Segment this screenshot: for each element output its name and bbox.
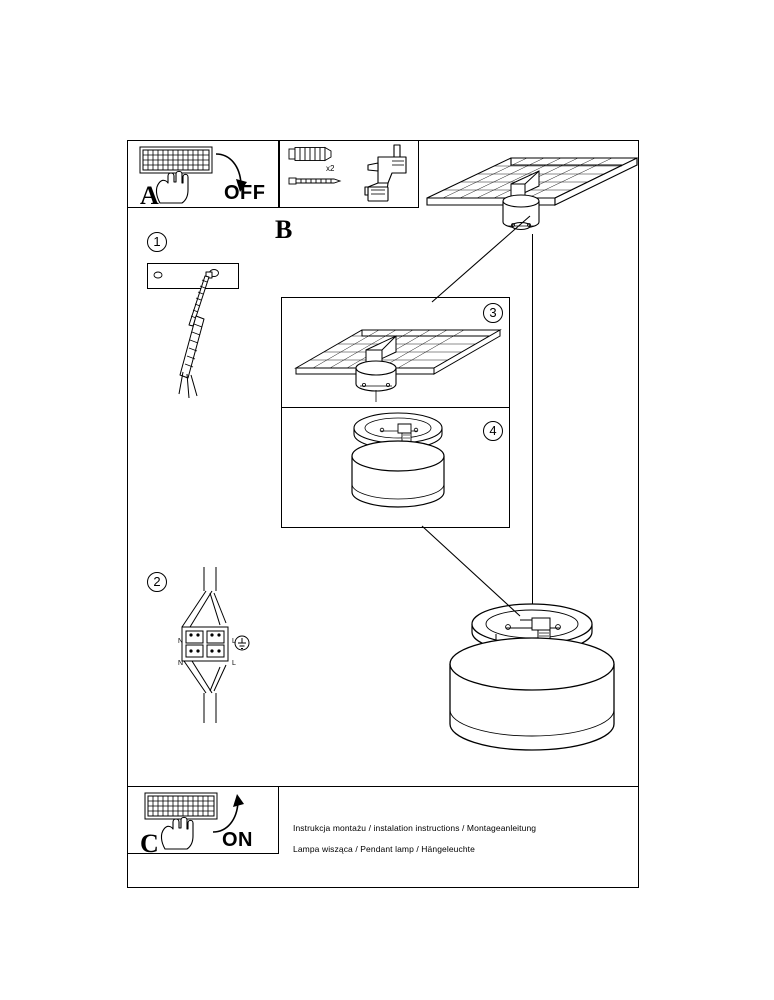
panel-detail-divider <box>281 407 510 408</box>
power-drill-icon <box>348 143 414 205</box>
screw-icon <box>288 176 342 186</box>
hand-c-icon <box>157 816 207 850</box>
terminal-label-n-top: N <box>178 638 184 645</box>
terminal-block-wiring-icon <box>160 565 270 725</box>
terminal-label-n-bottom: N <box>178 660 184 667</box>
step-c-state-on: ON <box>222 829 253 851</box>
step-2-number: 2 <box>147 572 167 592</box>
wall-plug-icon <box>288 146 332 163</box>
step-1-number: 1 <box>147 232 167 252</box>
footer-divider <box>279 786 639 787</box>
step-3-number: 3 <box>483 303 503 323</box>
leader-line-top <box>430 212 550 304</box>
frame-left-vertical <box>127 140 128 888</box>
step-4-number: 4 <box>483 421 503 441</box>
hand-a-icon <box>152 170 202 204</box>
step-c-label: C <box>140 829 159 858</box>
step-b-label: B <box>275 215 293 244</box>
step-a-label: A <box>140 181 159 210</box>
plug-and-screw-assembly-icon <box>176 268 226 428</box>
detail-ceiling-bracket-icon <box>288 316 508 406</box>
step-a-state-off: OFF <box>224 182 266 204</box>
footer-line-1: Instrukcja montażu / instalation instructions / Montageanleitung <box>293 823 537 833</box>
terminal-label-l-top: L <box>232 638 236 645</box>
terminal-label-l-bottom: L <box>232 660 236 667</box>
drill-quantity-label: x2 <box>326 164 335 173</box>
detail-lamp-icon <box>338 414 478 524</box>
leader-line-bottom <box>420 524 530 620</box>
footer-line-2: Lampa wisząca / Pendant lamp / Hängeleuchte <box>293 844 475 854</box>
frame-bottom-horizontal <box>127 887 639 888</box>
